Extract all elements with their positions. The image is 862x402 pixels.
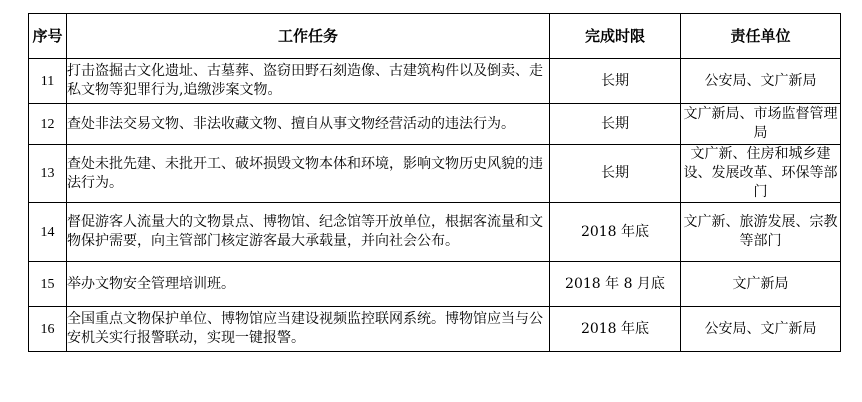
- header-no: 序号: [29, 14, 67, 59]
- row-task: 查处未批先建、未批开工、破坏损毁文物本体和环境，影响文物历史风貌的违法行为。: [67, 145, 550, 203]
- table-header-row: [29, 14, 841, 59]
- row-number: 13: [29, 145, 67, 203]
- row-number: 15: [29, 262, 67, 307]
- header-deadline: 完成时限: [550, 14, 681, 59]
- row-number: 12: [29, 104, 67, 145]
- row-task: 查处非法交易文物、非法收藏文物、擅自从事文物经营活动的违法行为。: [67, 104, 550, 145]
- table-row: [29, 145, 841, 203]
- table-row: [29, 307, 841, 352]
- row-unit: 文广新、住房和城乡建设、发展改革、环保等部门: [681, 145, 841, 203]
- header-unit: 责任单位: [681, 14, 841, 59]
- row-deadline: 长期: [550, 145, 681, 203]
- row-number: 11: [29, 59, 67, 104]
- row-unit: 文广新、旅游发展、宗教等部门: [681, 203, 841, 262]
- row-unit: 公安局、文广新局: [681, 59, 841, 104]
- row-deadline: 2018 年底: [550, 307, 681, 352]
- row-deadline: 长期: [550, 59, 681, 104]
- row-unit: 文广新局: [681, 262, 841, 307]
- row-number: 14: [29, 203, 67, 262]
- task-table: [28, 13, 841, 352]
- row-task: 举办文物安全管理培训班。: [67, 262, 550, 307]
- row-deadline: 2018 年 8 月底: [550, 262, 681, 307]
- table-row: [29, 104, 841, 145]
- row-unit: 公安局、文广新局: [681, 307, 841, 352]
- table-row: [29, 203, 841, 262]
- row-deadline: 长期: [550, 104, 681, 145]
- table-row: [29, 59, 841, 104]
- row-task: 全国重点文物保护单位、博物馆应当建设视频监控联网系统。博物馆应当与公安机关实行报警联动，实现一键报警。: [67, 307, 550, 352]
- table-row: [29, 262, 841, 307]
- header-task: 工作任务: [67, 14, 550, 59]
- row-task: 督促游客人流量大的文物景点、博物馆、纪念馆等开放单位，根据客流量和文物保护需要，向主管部门核定游客最大承载量，并向社会公布。: [67, 203, 550, 262]
- row-deadline: 2018 年底: [550, 203, 681, 262]
- row-number: 16: [29, 307, 67, 352]
- row-unit: 文广新局、市场监督管理局: [681, 104, 841, 145]
- row-task: 打击盗掘古文化遗址、古墓葬、盗窃田野石刻造像、古建筑构件以及倒卖、走私文物等犯罪行为,追缴涉案文物。: [67, 59, 550, 104]
